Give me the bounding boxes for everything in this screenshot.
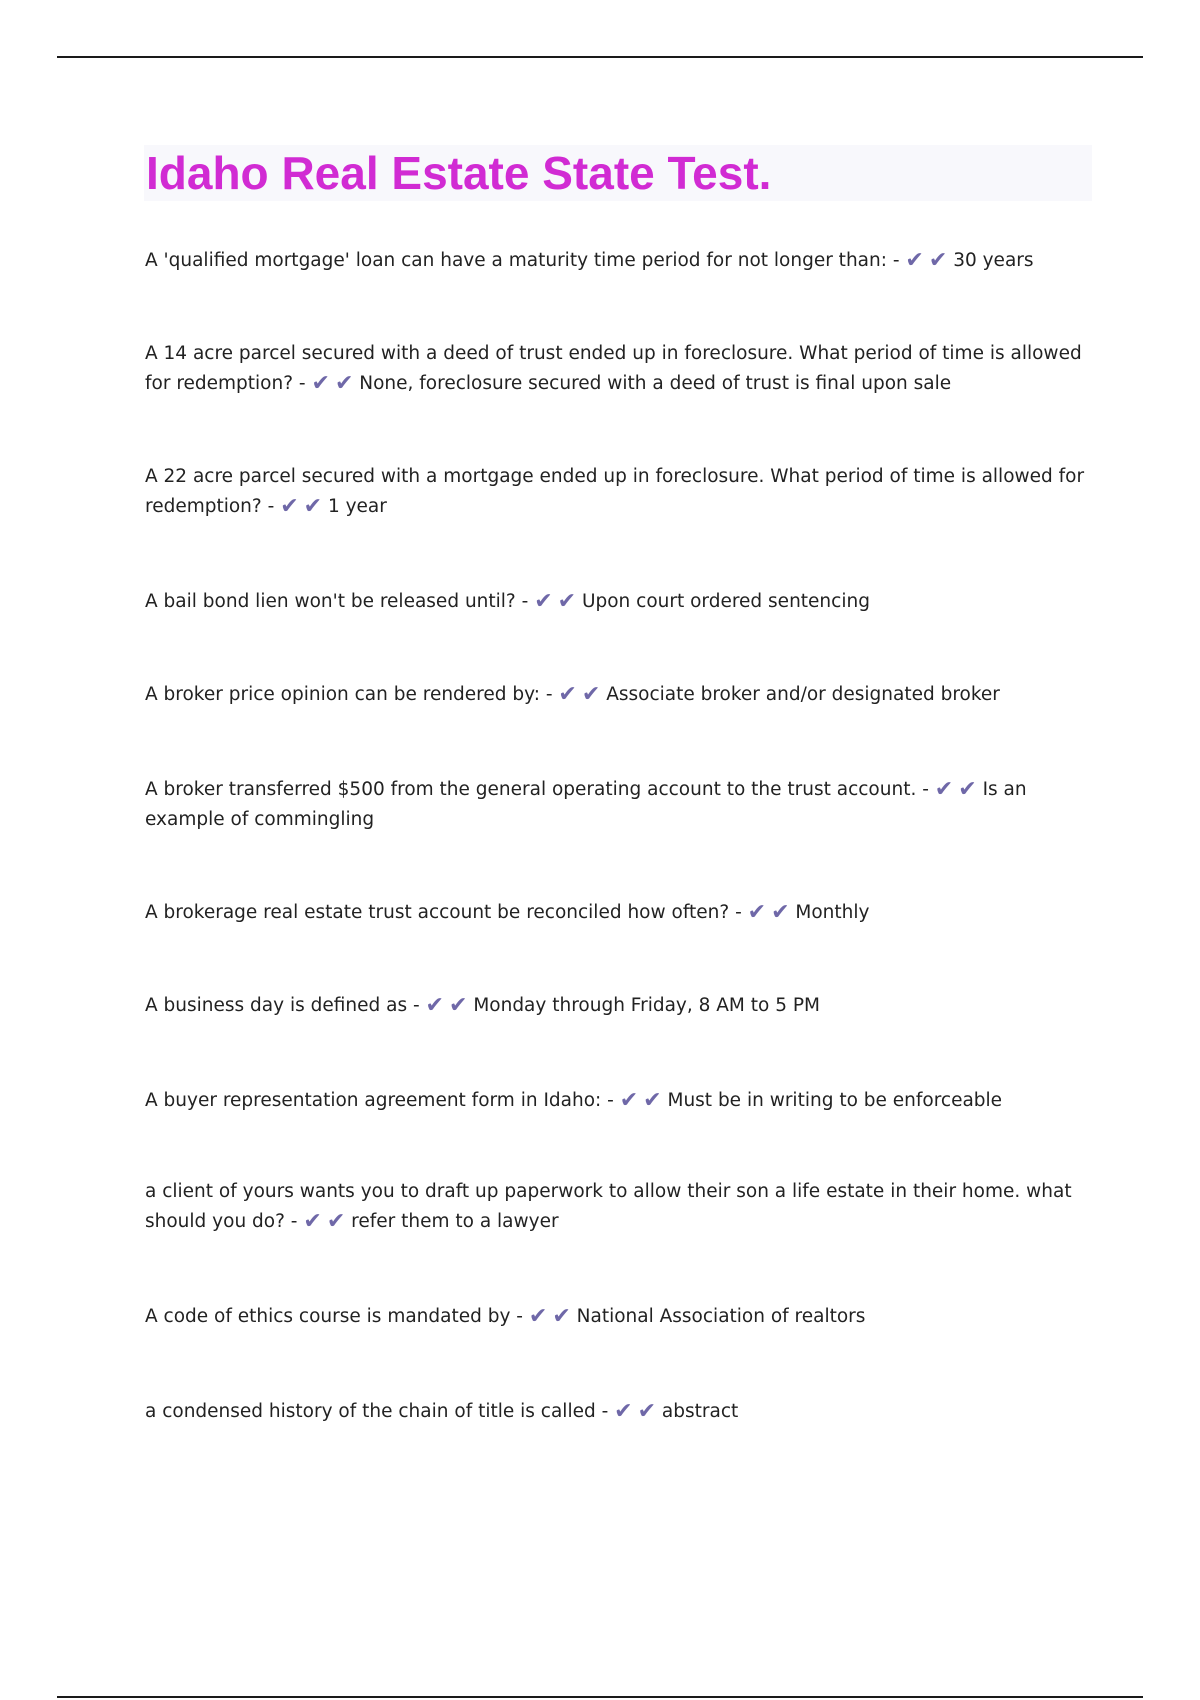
qa-item xyxy=(145,680,1100,710)
question-text: A broker price opinion can be rendered by: - xyxy=(145,684,553,705)
check-mark-icon: ✔ xyxy=(558,682,577,707)
answer-text: Monthly xyxy=(795,902,870,923)
qa-item xyxy=(145,1177,1100,1237)
qa-item xyxy=(145,991,1100,1021)
check-mark-icon: ✔ xyxy=(326,1209,346,1234)
check-mark-icon: ✔ xyxy=(334,371,354,396)
qa-item xyxy=(145,1086,1100,1116)
check-mark-icon: ✔ xyxy=(557,589,577,614)
question-text: a condensed history of the chain of title is called - xyxy=(145,1401,609,1422)
check-mark-icon: ✔ xyxy=(552,1304,571,1329)
check-mark-icon: ✔ xyxy=(534,589,553,614)
answer-text: Is an example of commingling xyxy=(145,779,1027,830)
check-mark-icon: ✔ xyxy=(958,777,977,802)
check-mark-icon: ✔ xyxy=(905,248,924,273)
answer-text: None, foreclosure secured with a deed of trust is final upon sale xyxy=(359,373,952,394)
check-mark-icon: ✔ xyxy=(619,1088,639,1113)
check-mark-icon: ✔ xyxy=(528,1304,548,1329)
bottom-rule xyxy=(57,1696,1143,1698)
qa-item xyxy=(145,1397,1100,1427)
question-text: A business day is defined as - xyxy=(145,995,420,1016)
check-mark-icon: ✔ xyxy=(614,1399,633,1424)
check-mark-icon: ✔ xyxy=(637,1399,657,1424)
answer-text: 1 year xyxy=(327,496,387,517)
check-mark-icon: ✔ xyxy=(303,494,323,519)
check-mark-icon: ✔ xyxy=(311,371,330,396)
check-mark-icon: ✔ xyxy=(448,993,468,1018)
answer-text: Upon court ordered sentencing xyxy=(581,591,870,612)
answer-text: Monday through Friday, 8 AM to 5 PM xyxy=(473,995,820,1016)
check-mark-icon: ✔ xyxy=(934,777,954,802)
check-mark-icon: ✔ xyxy=(928,248,948,273)
check-mark-icon: ✔ xyxy=(425,993,444,1018)
qa-item xyxy=(145,898,1100,928)
check-mark-icon: ✔ xyxy=(643,1088,662,1113)
answer-text: National Association of realtors xyxy=(576,1306,866,1327)
question-text: A 'qualified mortgage' loan can have a maturity time period for not longer than: - xyxy=(145,250,900,271)
check-mark-icon: ✔ xyxy=(581,682,601,707)
answer-text: Associate broker and/or designated broker xyxy=(606,684,1000,705)
top-rule xyxy=(57,56,1143,58)
qa-item xyxy=(145,246,1100,276)
document-title: Idaho Real Estate State Test. xyxy=(146,147,772,199)
check-mark-icon: ✔ xyxy=(303,1209,322,1234)
question-text: A code of ethics course is mandated by - xyxy=(145,1306,523,1327)
answer-text: abstract xyxy=(661,1401,739,1422)
answer-text: 30 years xyxy=(953,250,1034,271)
qa-item xyxy=(145,775,1100,835)
qa-item xyxy=(145,462,1100,522)
answer-text: refer them to a lawyer xyxy=(351,1211,559,1232)
question-text: A brokerage real estate trust account be reconciled how often? - xyxy=(145,902,742,923)
question-text: A buyer representation agreement form in Idaho: - xyxy=(145,1090,614,1111)
question-text: A broker transferred $500 from the general operating account to the trust account. - xyxy=(145,779,929,800)
qa-item xyxy=(145,339,1100,399)
check-mark-icon: ✔ xyxy=(747,900,767,925)
answer-text: Must be in writing to be enforceable xyxy=(667,1090,1003,1111)
qa-item xyxy=(145,1302,1100,1332)
question-text: A bail bond lien won't be released until? - xyxy=(145,591,529,612)
question-text: A 22 acre parcel secured with a mortgage ended up in foreclosure. What period of time is allowed for redemption? - xyxy=(145,466,1085,517)
qa-item xyxy=(145,587,1100,617)
check-mark-icon: ✔ xyxy=(280,494,299,519)
question-text: a client of yours wants you to draft up paperwork to allow their son a life estate in their home. what should you do? - xyxy=(145,1181,1072,1232)
question-text: A 14 acre parcel secured with a deed of trust ended up in foreclosure. What period of time is allowed for redemption? - xyxy=(145,343,1082,394)
check-mark-icon: ✔ xyxy=(771,900,790,925)
